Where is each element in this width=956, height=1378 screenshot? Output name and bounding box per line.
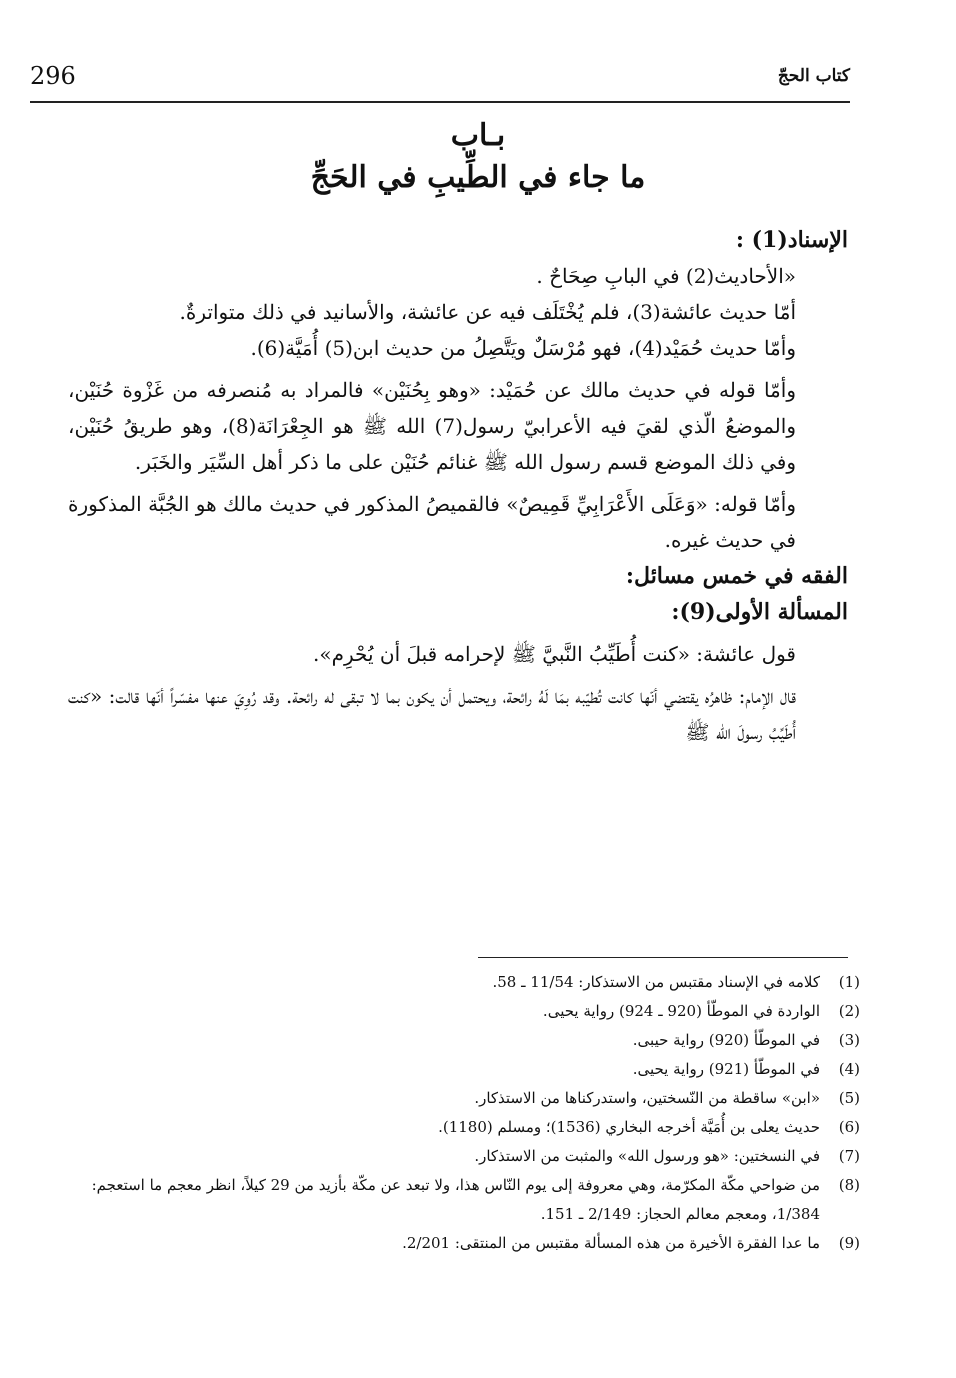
footnote (60, 1229, 860, 1258)
running-header (30, 56, 850, 96)
footnote (60, 1084, 860, 1113)
paragraph: وأمّا قوله: «وَعَلَى الأَعْرَابِيِّ قَمِيصٌ» فالقميصُ المذكور في حديث مالك هو الجُبَّة المذكورة في حديث غيره. (68, 492, 796, 552)
book-title: كتاب الحجّ (777, 66, 850, 86)
footnote-text: الواردة في الموطّأ (920 ـ 924) رواية يحيى. (542, 1002, 820, 1020)
footnote-text: «ابن» ساقطة من النّسختين، واستدركناها من الاستذكار. (474, 1089, 820, 1107)
footnote-rule (478, 957, 848, 958)
header-rule (30, 101, 850, 103)
paragraph: وأمّا حديث حُمَيْد(4)، فهو مُرْسَلٌ ويَتَّصِلُ من حديث ابن(5) أُمَيَّة(6). (250, 336, 796, 360)
footnote (60, 968, 860, 997)
footnotes (60, 968, 860, 1258)
footnote-number: (6) (838, 1118, 860, 1136)
footnote-number: (5) (838, 1089, 860, 1107)
footnote-number: (9) (838, 1234, 860, 1252)
footnote-text: ما عدا الفقرة الأخيرة من هذه المسألة مقتبس من المنتقى: 2/201. (402, 1234, 820, 1252)
section-heading: الفقه في خمس مسائل: (625, 563, 848, 589)
chapter-title: ما جاء في الطِّيبِ في الحَجِّ (310, 160, 646, 195)
footnote-text: من ضواحي مكّة المكرّمة، وهي معروفة إلى يوم النّاس هذا، ولا تبعد عن مكّة بأزيد من 29 كيلاً، انظر معجم ما استعجم: 1/384، ومعجم معالم الحجاز: 2/149 ـ 151. (91, 1176, 820, 1223)
paragraph: قال الإمام: ظاهرُه يقتضي أنّها كانت تُطيّبه بمَا لَهُ رائحة، ويحتمل أن يكون بما لا تبقى له رائحة. وقد رُوِيَ عنها مفسّراً أنّها قالت: «كنت أُطَيِّبُ رسولَ الله ﷺ (68, 684, 796, 744)
footnote-number: (4) (838, 1060, 860, 1078)
paragraph: أمّا حديث عائشة(3)، فلم يُخْتَلَف فيه عن عائشة، والأسانيد في ذلك متواترةٌ. (179, 300, 796, 324)
footnote (60, 1113, 860, 1142)
paragraph: وأمّا قوله في حديث مالك عن حُمَيْد: «وهو بِحُنَيْن» فالمراد به مُنصرفه من غَزْوة حُنَيْن، والموضعُ الّذي لقيَ فيه الأعرابيّ رسول(7) الله ﷺ هو الجِعْرَانَة(8)، وهو طريقُ حُنَيْن، وفي ذلك الموضع قسم رسول الله ﷺ غنائم حُنَيْن على ما ذكر أهل السِّيَر والخَبَر. (68, 378, 796, 474)
footnote-text: كلامه في الإسناد مقتبس من الاستذكار: 11/54 ـ 58. (492, 973, 820, 991)
footnote-text: حديث يعلى بن أُمَيَّة أخرجه البخاري (1536)؛ ومسلم (1180). (438, 1118, 820, 1136)
footnote-number: (3) (838, 1031, 860, 1049)
chapter-label: بـاب (450, 118, 506, 153)
section-heading: الإسناد(1) : (735, 227, 848, 253)
main-text (68, 222, 848, 750)
footnote (60, 1171, 860, 1229)
footnote-number: (8) (838, 1176, 860, 1194)
page-number: 296 (30, 62, 76, 90)
footnote (60, 1055, 860, 1084)
section-heading: المسألة الأولى(9): (671, 599, 848, 625)
footnote (60, 1026, 860, 1055)
footnote-number: (7) (838, 1147, 860, 1165)
footnote-text: في الموطّأ (920) رواية حيبى. (632, 1031, 820, 1049)
footnote (60, 1142, 860, 1171)
paragraph: «الأحاديث(2) في البابِ صِحَاحٌ . (536, 264, 796, 288)
footnote-number: (2) (838, 1002, 860, 1020)
footnote-text: في النسختين: «هو ورسول الله» والمثبت من الاستذكار. (474, 1147, 820, 1165)
footnote-text: في الموطّأ (921) رواية يحيى. (632, 1060, 820, 1078)
footnote (60, 997, 860, 1026)
footnote-number: (1) (838, 973, 860, 991)
paragraph: قول عائشة: «كنت أُطَيِّبُ النَّبيَّ ﷺ لإحرامه قبلَ أن يُحْرِم». (313, 642, 796, 666)
